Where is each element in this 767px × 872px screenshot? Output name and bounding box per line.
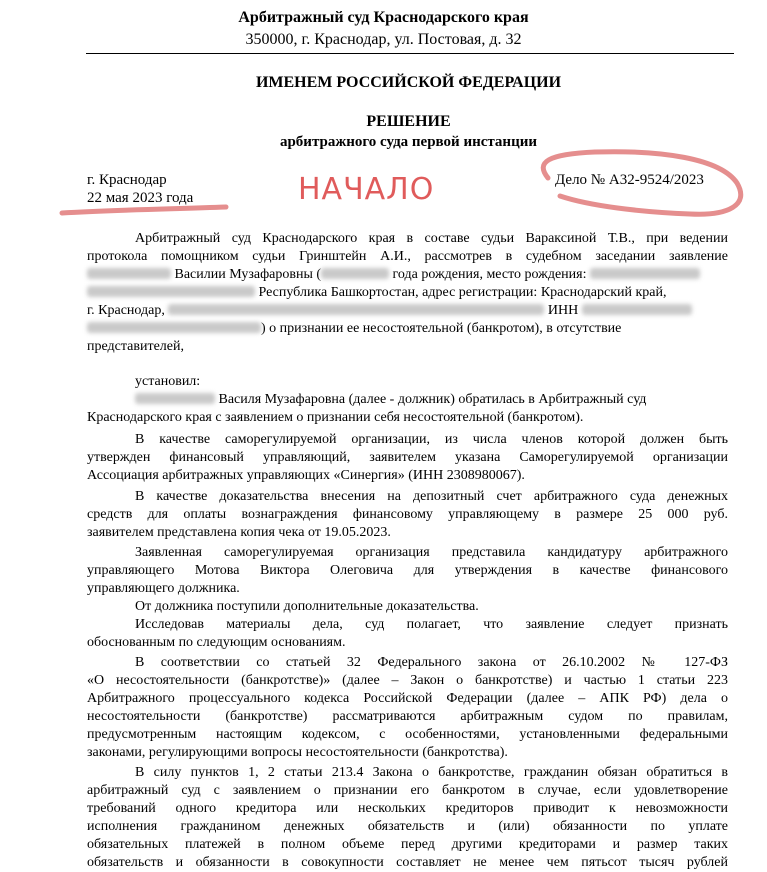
p7-line-3: Арбитражного процессуального кодекса Российской Федерации (далее – АПК РФ) дела о [87, 691, 728, 706]
redacted-surname [87, 268, 171, 279]
p7-line-1: В соответствии со статьей 32 Федерального закона от 26.10.2002 № 127-ФЗ [135, 655, 728, 670]
intro-line-1: Арбитражный суд Краснодарского края в составе судьи Вараксиной Т.В., при ведении [135, 231, 728, 246]
p4-line-2: управляющего Мотова Виктора Олеговича для утверждения в качестве финансового [87, 563, 728, 578]
intro-line-5: г. Краснодар, ИНН [87, 302, 692, 320]
intro-line-7: представителей, [87, 339, 184, 354]
p4-line-3: управляющего должника. [87, 581, 240, 596]
annotation-nachalo: НАЧАЛО [298, 172, 435, 207]
redacted-district [87, 286, 255, 297]
p4-line-1: Заявленная саморегулируемая организация представила кандидатуру арбитражного [135, 545, 728, 560]
ustanovil-label: установил: [135, 374, 201, 389]
p2-line-2: утвержден финансовый управляющий, заявителем указана Саморегулируемой организации [87, 450, 728, 465]
p7-line-6: законами, регулирующими вопросы несостоятельности (банкротства). [87, 745, 508, 760]
court-name: Арбитражный суд Краснодарского края [238, 9, 529, 26]
p8-line-1: В силу пунктов 1, 2 статьи 213.4 Закона о банкротстве, гражданин обязан обратиться в [135, 765, 728, 780]
p7-line-4: несостоятельности (банкротстве) рассматриваются арбитражным судом по правилам, [87, 709, 728, 724]
intro-line-6: ) о признании ее несостоятельной (банкротом), в отсутствие [87, 320, 621, 338]
p2-line-1: В качестве саморегулируемой организации, из числа членов которой должен быть [135, 432, 728, 447]
document-heading: ИМЕНЕМ РОССИЙСКОЙ ФЕДЕРАЦИИ [255, 74, 562, 91]
p2-line-3: Ассоциация арбитражных управляющих «Синергия» (ИНН 2308980067). [87, 468, 525, 483]
p1-line-1: Василя Музафаровна (далее - должник) обратилась в Арбитражный суд [135, 391, 646, 409]
p7-line-5: предусмотренным настоящим кодексом, с особенностями, установленными федеральными [87, 727, 728, 742]
p8-line-3: требований одного кредитора или нескольких кредиторов приводит к невозможности [87, 801, 728, 816]
redacted-snils [87, 322, 261, 333]
p7-line-2: «О несостоятельности (банкротстве)» (далее – Закон о банкротстве) и частью 1 статьи 223 [87, 673, 728, 688]
redacted-address [168, 304, 544, 315]
p3-line-1: В качестве доказательства внесения на депозитный счет арбитражного суда денежных [135, 489, 728, 504]
intro-line-3: Василии Музафаровны ( года рождения, место рождения: [87, 266, 728, 284]
intro-line-2: протокола помощником судьи Гринштейн А.И., рассмотрев в судебном заседании заявление [87, 249, 728, 264]
redacted-inn [582, 304, 692, 315]
p8-line-4: исполнения гражданином денежных обязательств и (или) обязанности по уплате [87, 819, 728, 834]
redacted-birthplace [590, 268, 700, 279]
document-type: РЕШЕНИЕ [366, 113, 451, 130]
p3-line-2: средств для оплаты вознаграждения финансовому управляющему в размере 25 000 руб. [87, 507, 728, 522]
case-number: Дело № А32-9524/2023 [555, 172, 704, 188]
p6-line-1: Исследовав материалы дела, суд полагает, что заявление следует признать [135, 617, 728, 632]
p8-line-6: обязательств и обязанности в совокупности составляет не менее чем пятьсот тысяч рублей [87, 855, 728, 870]
p5-line-1: От должника поступили дополнительные доказательства. [135, 599, 479, 614]
court-address: 350000, г. Краснодар, ул. Постовая, д. 32 [245, 31, 522, 48]
p8-line-5: обязательных платежей в полном объеме перед другими кредиторами и размер таких [87, 837, 728, 852]
p3-line-3: заявителем представлена копия чека от 19.05.2023. [87, 525, 391, 540]
redacted-debtor-surname [135, 393, 215, 404]
city: г. Краснодар [87, 172, 167, 188]
redacted-birth-year [321, 268, 389, 279]
intro-line-4: Республика Башкортостан, адрес регистрации: Краснодарский край, [87, 284, 667, 302]
document-subtype: арбитражного суда первой инстанции [279, 134, 538, 150]
p8-line-2: арбитражный суд с заявлением о признании его банкротом в случае, если удовлетворение [87, 783, 728, 798]
p6-line-2: обоснованным по следующим основаниям. [87, 635, 346, 650]
p1-line-2: Краснодарского края с заявлением о признании себя несостоятельной (банкротом). [87, 410, 584, 425]
decision-date: 22 мая 2023 года [87, 190, 194, 206]
